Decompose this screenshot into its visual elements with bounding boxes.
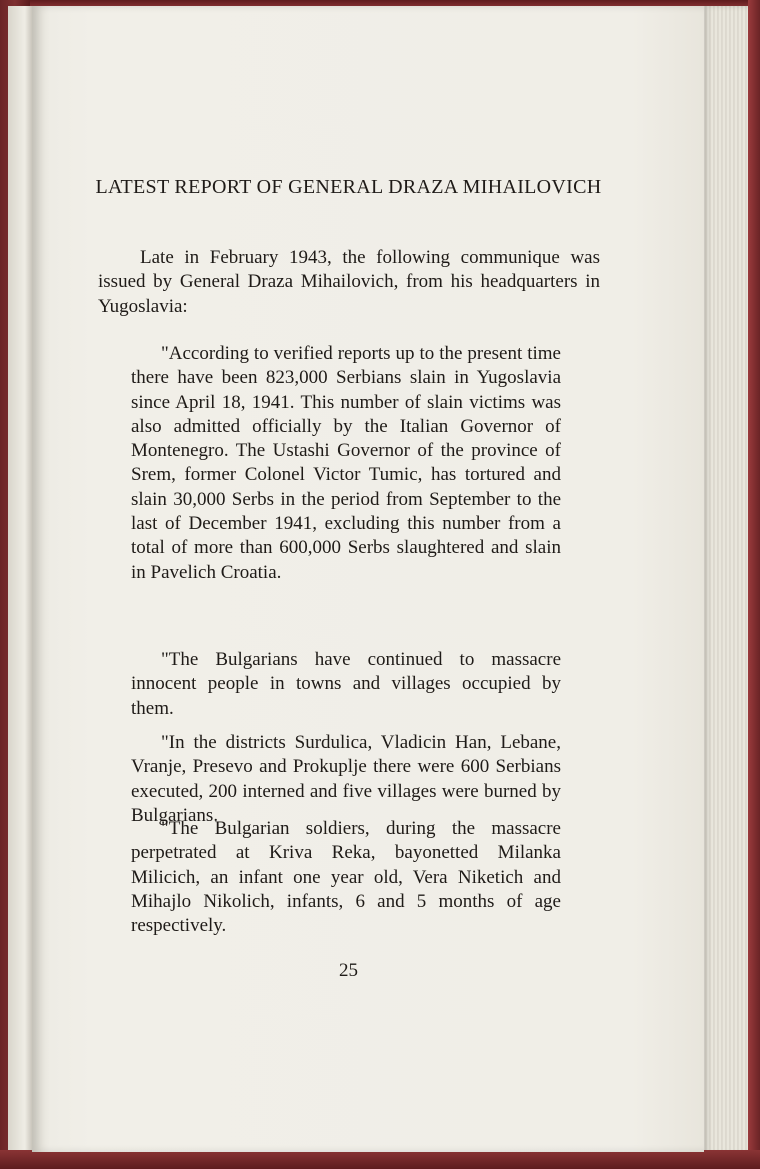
quote-paragraph-1: "According to verified reports up to the present time there have been 823,000 Serbians slain in Yugoslavia since April 18, 1941. This number of slain victims was also admitted officially by the Italian Governor of Montenegro. The Ustashi Governor of the province of Srem, former Colonel Victor Tumic, has tortured and slain 30,000 Serbs in the period from September to the last of December 1941, excluding this number from a total of more than 600,000 Serbs slaughtered and slain in Pavelich Croatia. xyxy=(131,343,561,583)
page-block-edges xyxy=(703,6,749,1154)
intro-paragraph: Late in February 1943, the following communique was issued by General Draza Mihailovich, from his headquarters in Yugoslavia: xyxy=(98,247,600,317)
page-number: 25 xyxy=(339,960,358,981)
book-cover-right-edge xyxy=(748,0,760,1169)
book-cover-bottom-edge xyxy=(0,1150,760,1169)
quote-paragraph-3: "In the districts Surdulica, Vladicin Han, Lebane, Vranje, Presevo and Prokuplje there were 600 Serbians executed, 200 interned and five villages were burned by Bulgarians. xyxy=(131,732,561,826)
page-title: LATEST REPORT OF GENERAL DRAZA MIHAILOVICH xyxy=(95,176,602,198)
quote-paragraph-4: "The Bulgarian soldiers, during the massacre perpetrated at Kriva Reka, bayonetted Milanka Milicich, an infant one year old, Vera Niketich and Mihajlo Nikolich, infants, 6 and 5 months of age respectively. xyxy=(131,818,561,937)
quote-paragraph-2: "The Bulgarians have continued to massacre innocent people in towns and villages occupied by them. xyxy=(131,649,561,719)
